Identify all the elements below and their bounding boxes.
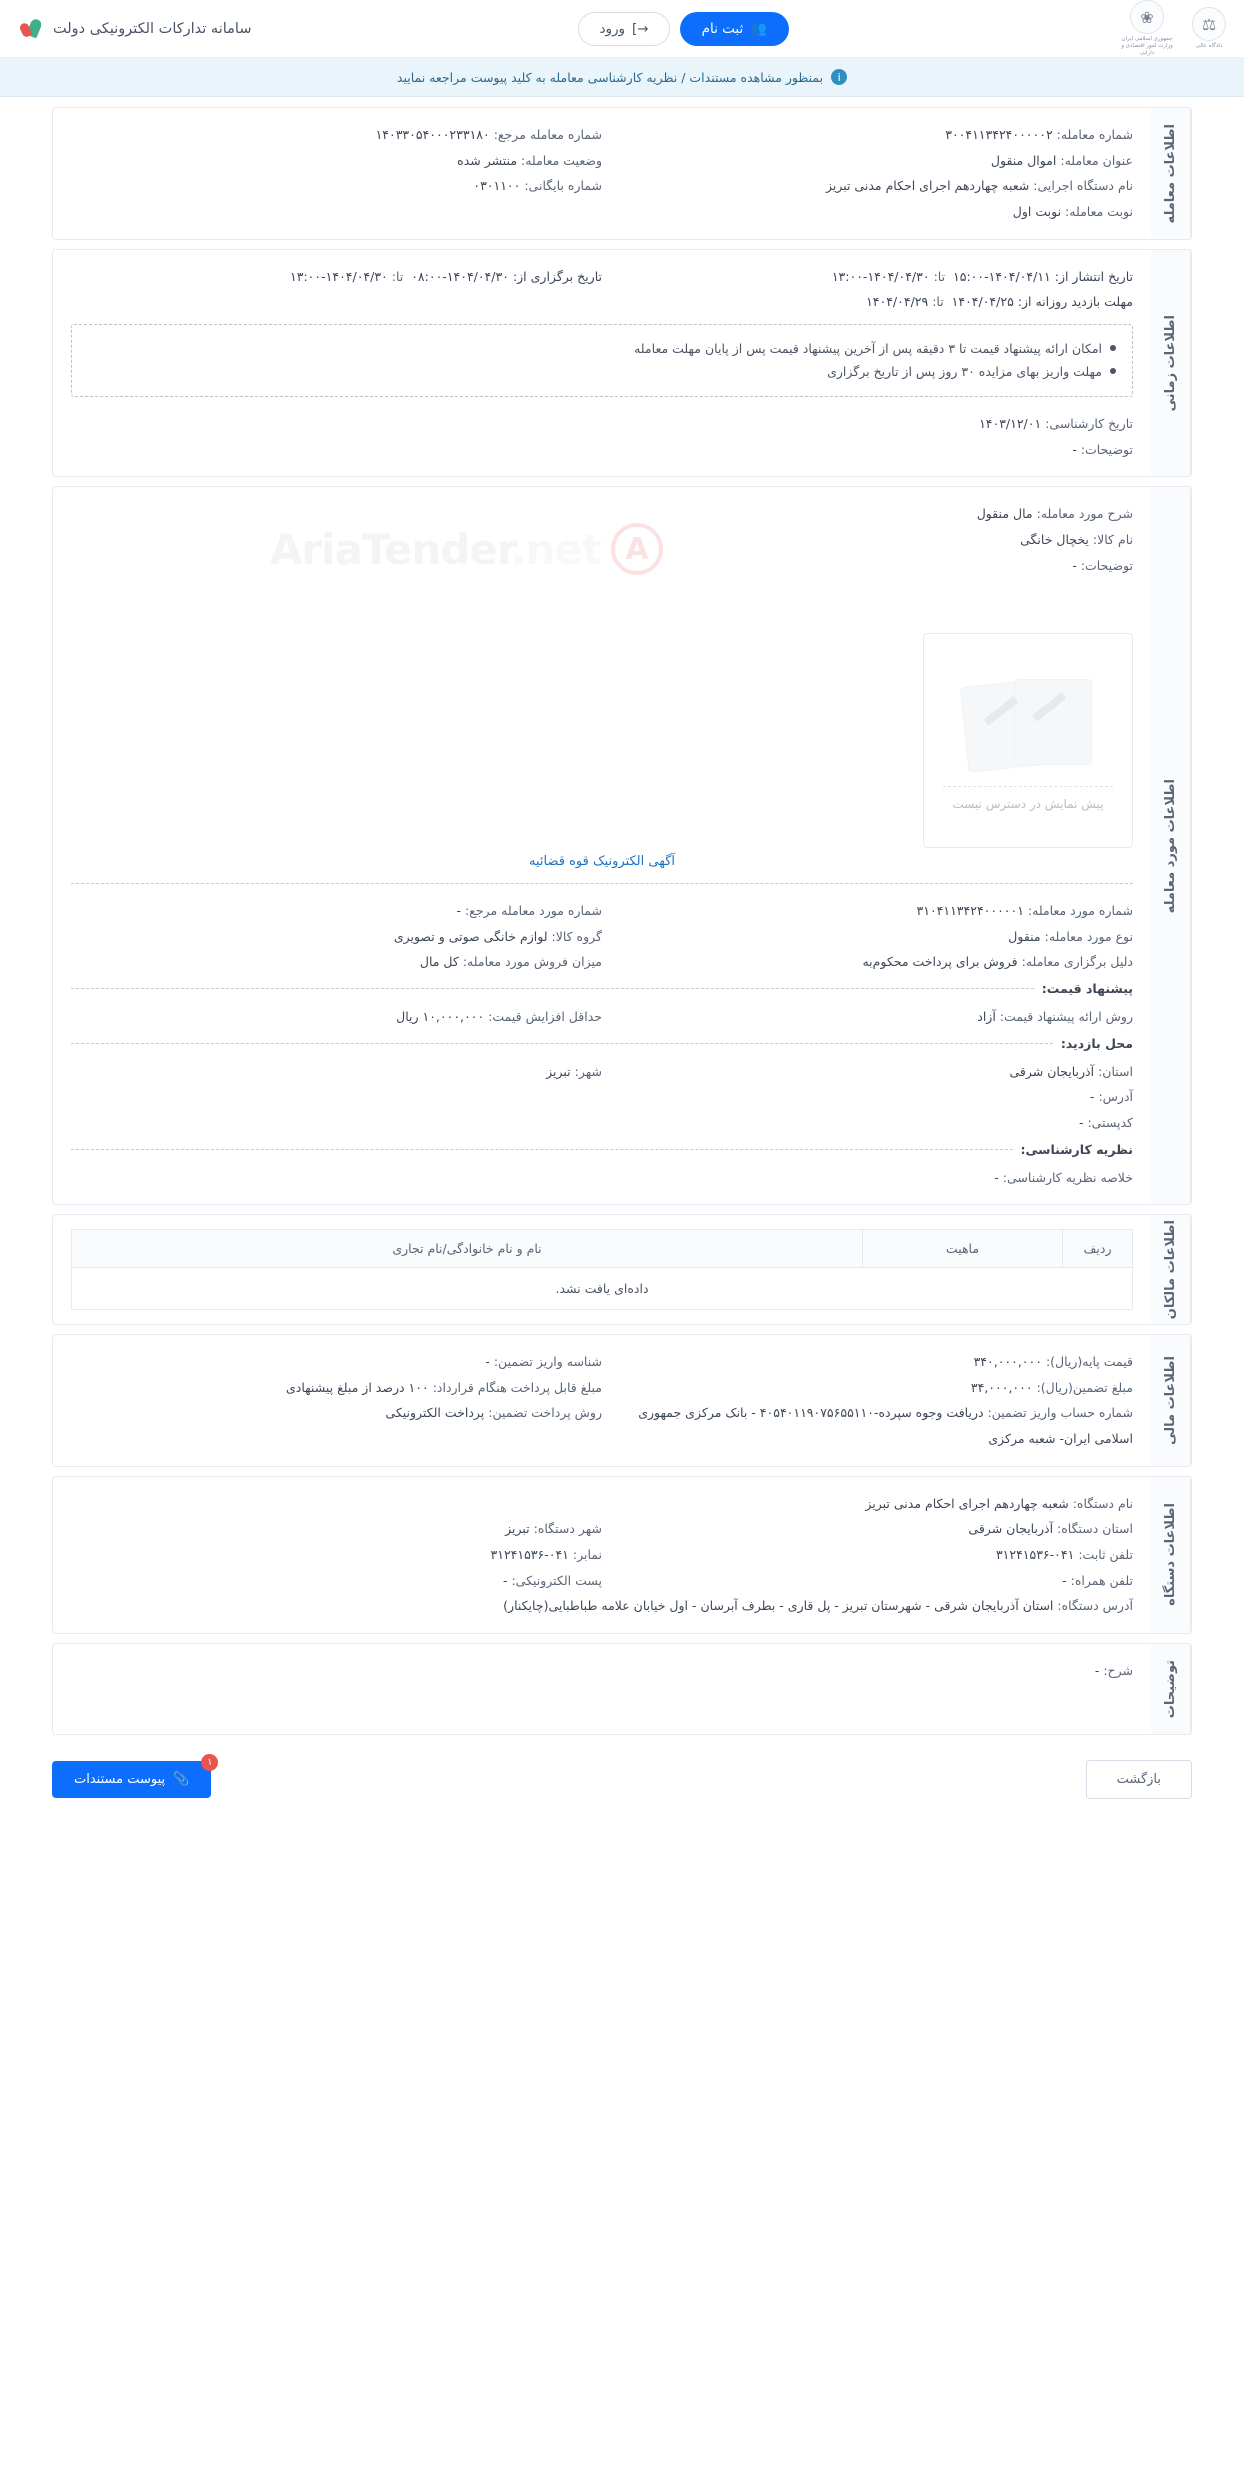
field-deposit-id: شناسه واریز تضمین: -: [485, 1354, 602, 1370]
field-agency-name: نام دستگاه اجرایی: شعبه چهاردهم اجرای احکام مدنی تبریز: [825, 178, 1133, 194]
field-subject-type: نوع مورد معامله: منقول: [1008, 928, 1133, 944]
auth-area: [578, 12, 789, 46]
field-agency-email: پست الکترونیکی: -: [502, 1572, 602, 1588]
field-contract-payment: مبلغ قابل پرداخت هنگام قرارداد: ۱۰۰ درصد از مبلغ پیشنهادی: [286, 1379, 602, 1395]
financial-grid: [71, 1349, 1133, 1452]
visit-grid: [71, 1059, 1133, 1136]
bullet-dot-icon: [1110, 345, 1116, 351]
field-agency-city: شهر دستگاه: تبریز: [505, 1521, 602, 1537]
field-offer-method: روش ارائه پیشنهاد قیمت: آزاد: [977, 1009, 1133, 1024]
section-deal-info: [52, 107, 1192, 240]
attach-documents-button[interactable]: [52, 1756, 213, 1798]
field-agency-province: استان دستگاه: آذربایجان شرقی: [968, 1521, 1133, 1537]
preview-caption: پیش نمایش در دسترس نیست: [952, 796, 1104, 811]
field-goods-group: گروه کالا: لوازم خانگی صوتی و تصویری: [393, 928, 602, 944]
preview-divider: [943, 786, 1113, 787]
field-min-increment: حداقل افزایش قیمت: ۱۰,۰۰۰,۰۰۰ ریال: [396, 1009, 602, 1024]
gov-logo-judiciary: [1192, 7, 1226, 50]
field-deal-status: وضعیت معامله: منتشر شده: [457, 152, 602, 168]
section-body-notes: [53, 1644, 1151, 1734]
section-body-owners-info: [53, 1215, 1151, 1324]
watermark-text: AriaTender.net: [269, 524, 601, 574]
section-time-info: [52, 249, 1192, 478]
col-owner-name: نام و نام خانوادگی/نام تجاری: [72, 1230, 863, 1268]
field-deal-ref-number: شماره معامله مرجع: ۱۴۰۳۳۰۵۴۰۰۰۲۳۳۱۸۰: [375, 127, 602, 142]
section-body-time-info: [53, 250, 1151, 477]
section-financial-info: [52, 1334, 1192, 1467]
section-title-time-info: اطلاعات زمانی: [1151, 250, 1191, 477]
time-grid: [71, 264, 1133, 314]
field-deal-reason: دلیل برگزاری معامله: فروش برای پرداخت محکوم‌به: [862, 954, 1133, 970]
expert-grid: [71, 1165, 1133, 1191]
field-visit-province: استان: آذربایجان شرقی: [1009, 1063, 1133, 1079]
bullet-dot-icon: [1110, 368, 1116, 374]
time-extra-grid: [71, 411, 1133, 462]
section-title-deal-info: اطلاعات معامله: [1151, 108, 1191, 239]
info-icon: i: [831, 69, 847, 85]
field-subject-notes: توضیحات: -: [1072, 557, 1133, 573]
field-spacer: [71, 199, 602, 225]
section-agency-info: [52, 1476, 1192, 1634]
col-radif: ردیف: [1063, 1230, 1133, 1268]
section-notes: [52, 1643, 1192, 1735]
field-visit-range: مهلت بازدید روزانه از: ۱۴۰۴/۰۴/۲۵ تا: ۱۴۰۴/۰۴/۲۹: [866, 293, 1133, 309]
deal-info-grid: [71, 122, 1133, 225]
field-guarantee-amount: مبلغ تضمین(ریال): ۳۴,۰۰۰,۰۰۰: [970, 1379, 1133, 1395]
field-archive-number: شماره بایگانی: ۰۳۰۱۱۰۰: [473, 178, 602, 194]
field-visit-address: آدرس: -: [1089, 1089, 1133, 1105]
section-owners-info: [52, 1214, 1192, 1325]
col-mahiat: ماهیت: [863, 1230, 1063, 1268]
field-subject-desc: شرح مورد معامله: مال منقول: [976, 506, 1133, 522]
brand-title: سامانه تدارکات الکترونیکی دولت: [53, 20, 252, 37]
setadiran-logo-icon: [18, 16, 44, 42]
owners-table: [71, 1229, 1133, 1310]
empty-state-text: داده‌ای یافت نشد.: [72, 1268, 1133, 1310]
field-deal-title: عنوان معامله: اموال منقول: [990, 152, 1133, 168]
section-title-notes: توضیحات: [1151, 1644, 1191, 1734]
field-spacer-2: [71, 289, 602, 314]
field-agency-full-name: نام دستگاه: شعبه چهاردهم اجرای احکام مدنی تبریز: [865, 1495, 1133, 1511]
field-expert-summary: خلاصه نظریه کارشناسی: -: [994, 1169, 1133, 1185]
field-subject-goods: نام کالا: یخچال خانگی: [1020, 531, 1133, 547]
notice-text: بمنظور مشاهده مستندات / نظریه کارشناسی معامله به کلید پیوست مراجعه نمایید: [396, 69, 824, 85]
attach-label: پیوست مستندات: [74, 1771, 166, 1787]
top-bar: [0, 0, 1244, 58]
field-subject-number: شماره مورد معامله: ۳۱۰۴۱۱۳۴۲۴۰۰۰۰۰۱: [916, 903, 1133, 919]
price-grid: [71, 1004, 1133, 1030]
section-title-financial-info: اطلاعات مالی: [1151, 1335, 1191, 1466]
field-deal-number: شماره معامله: ۳۰۰۴۱۱۳۴۲۴۰۰۰۰۰۲: [945, 127, 1133, 142]
judiciary-eauction-link[interactable]: آگهی الکترونیک قوه قضائیه: [528, 854, 676, 870]
paperclip-icon: 📎: [173, 1771, 190, 1787]
section-body-subject-info: [53, 487, 1151, 1204]
field-agency-mobile: تلفن همراه: -: [1062, 1572, 1133, 1588]
login-button[interactable]: [578, 12, 669, 46]
subject-top-grid: [71, 501, 1133, 578]
user-plus-icon: 👥: [750, 20, 768, 37]
section-body-financial-info: [53, 1335, 1151, 1466]
gavel-illustration-icon: [958, 671, 1098, 776]
field-hold-range: تاریخ برگزاری از: ۱۴۰۴/۰۴/۳۰-۰۸:۰۰ تا: ۱۴۰۴/۰۴/۳۰-۱۳:۰۰: [290, 268, 602, 284]
back-button[interactable]: بازگشت: [1086, 1760, 1192, 1799]
subject-detail-grid: [71, 898, 1133, 975]
attachment-count-badge: ۱: [201, 1754, 218, 1771]
time-rule-item: مهلت واریز بهای مزایده ۳۰ روز پس از تاریخ برگزاری: [88, 360, 1116, 384]
field-publish-range: تاریخ انتشار از: ۱۴۰۴/۰۴/۱۱-۱۵:۰۰ تا: ۱۴۰۴/۰۴/۳۰-۱۳:۰۰: [831, 268, 1133, 284]
field-agency-address: آدرس دستگاه: استان آذربایجان شرقی - شهرستان تبریز - پل قاری - بطرف آبرسان - اول خیابان علامه طباطبایی(چایکنار): [503, 1598, 1133, 1614]
register-button[interactable]: [680, 12, 789, 46]
subhead-line: [71, 988, 1034, 989]
subhead-visit-place: محل بازدید:: [71, 1036, 1133, 1051]
bottom-action-bar: [0, 1744, 1244, 1825]
section-title-owners-info: اطلاعات مالکان: [1151, 1215, 1191, 1324]
section-title-agency-info: اطلاعات دستگاه: [1151, 1477, 1191, 1633]
field-subject-ref-number: شماره مورد معامله مرجع: -: [456, 903, 602, 919]
subhead-expert-opinion: نظریه کارشناسی:: [71, 1142, 1133, 1157]
login-label: ورود: [599, 20, 626, 37]
ministry-emblem-icon: ❀: [1130, 0, 1164, 34]
info-notice: [0, 58, 1244, 97]
gov-logo-ministry: [1116, 0, 1178, 57]
login-arrow-icon: →]: [632, 20, 649, 37]
section-subject-info: [52, 486, 1192, 1205]
register-label: ثبت نام: [701, 20, 744, 37]
subhead-line: [71, 1149, 1013, 1150]
field-expert-date: تاریخ کارشناسی: ۱۴۰۳/۱۲/۰۱: [979, 416, 1133, 431]
subhead-price-offer: پیشنهاد قیمت:: [71, 981, 1133, 996]
field-visit-city: شهر: تبریز: [546, 1063, 602, 1079]
image-preview-placeholder: [923, 633, 1133, 848]
time-rules-box: [71, 324, 1133, 398]
gov-caption-2: جمهوری اسلامی ایران وزارت امور اقتصادی و دارایی: [1121, 36, 1173, 56]
agency-grid: [71, 1491, 1133, 1619]
subhead-line: [71, 1043, 1053, 1044]
field-deal-round: نوبت معامله: نوبت اول: [1012, 203, 1133, 219]
judiciary-emblem-icon: ⚖: [1192, 7, 1226, 41]
field-base-price: قیمت پایه(ریال): ۳۴۰,۰۰۰,۰۰۰: [973, 1354, 1133, 1370]
section-body-deal-info: [53, 108, 1151, 239]
gov-caption-1: دادگاه عالی: [1195, 43, 1223, 50]
field-deposit-account: شماره حساب واریز تضمین: دریافت وجوه سپرده-۴۰۵۴۰۱۱۹۰۷۵۶۵۵۱۱۰ - بانک مرکزی جمهوری اسلامی ایران- شعبه مرکزی: [638, 1405, 1133, 1446]
section-title-subject-info: اطلاعات مورد معامله: [1151, 487, 1191, 1204]
field-agency-phone: تلفن ثابت: ۰۴۱-۳۱۲۴۱۵۳۶: [995, 1546, 1133, 1562]
gov-logos: [1116, 0, 1226, 57]
field-sale-amount: میزان فروش مورد معامله: کل مال: [419, 954, 602, 970]
brand[interactable]: [18, 16, 252, 42]
time-rule-item: امکان ارائه پیشنهاد قیمت تا ۳ دقیقه پس از آخرین پیشنهاد قیمت پس از پایان مهلت معامله: [88, 337, 1116, 361]
field-time-notes: توضیحات: -: [1072, 441, 1133, 457]
field-notes-desc: شرح: -: [1094, 1662, 1133, 1678]
divider: [71, 883, 1133, 884]
table-header-row: [72, 1230, 1133, 1268]
field-agency-fax: نمابر: ۰۴۱-۳۱۲۴۱۵۳۶: [490, 1546, 602, 1562]
field-payment-method: روش پرداخت تضمین: پرداخت الکترونیکی: [385, 1405, 602, 1421]
section-body-agency-info: [53, 1477, 1151, 1633]
sections-container: [0, 97, 1244, 1735]
table-row: [72, 1268, 1133, 1310]
subject-media-area: [71, 501, 1133, 848]
field-visit-postcode: کدپستی: -: [1078, 1114, 1133, 1130]
